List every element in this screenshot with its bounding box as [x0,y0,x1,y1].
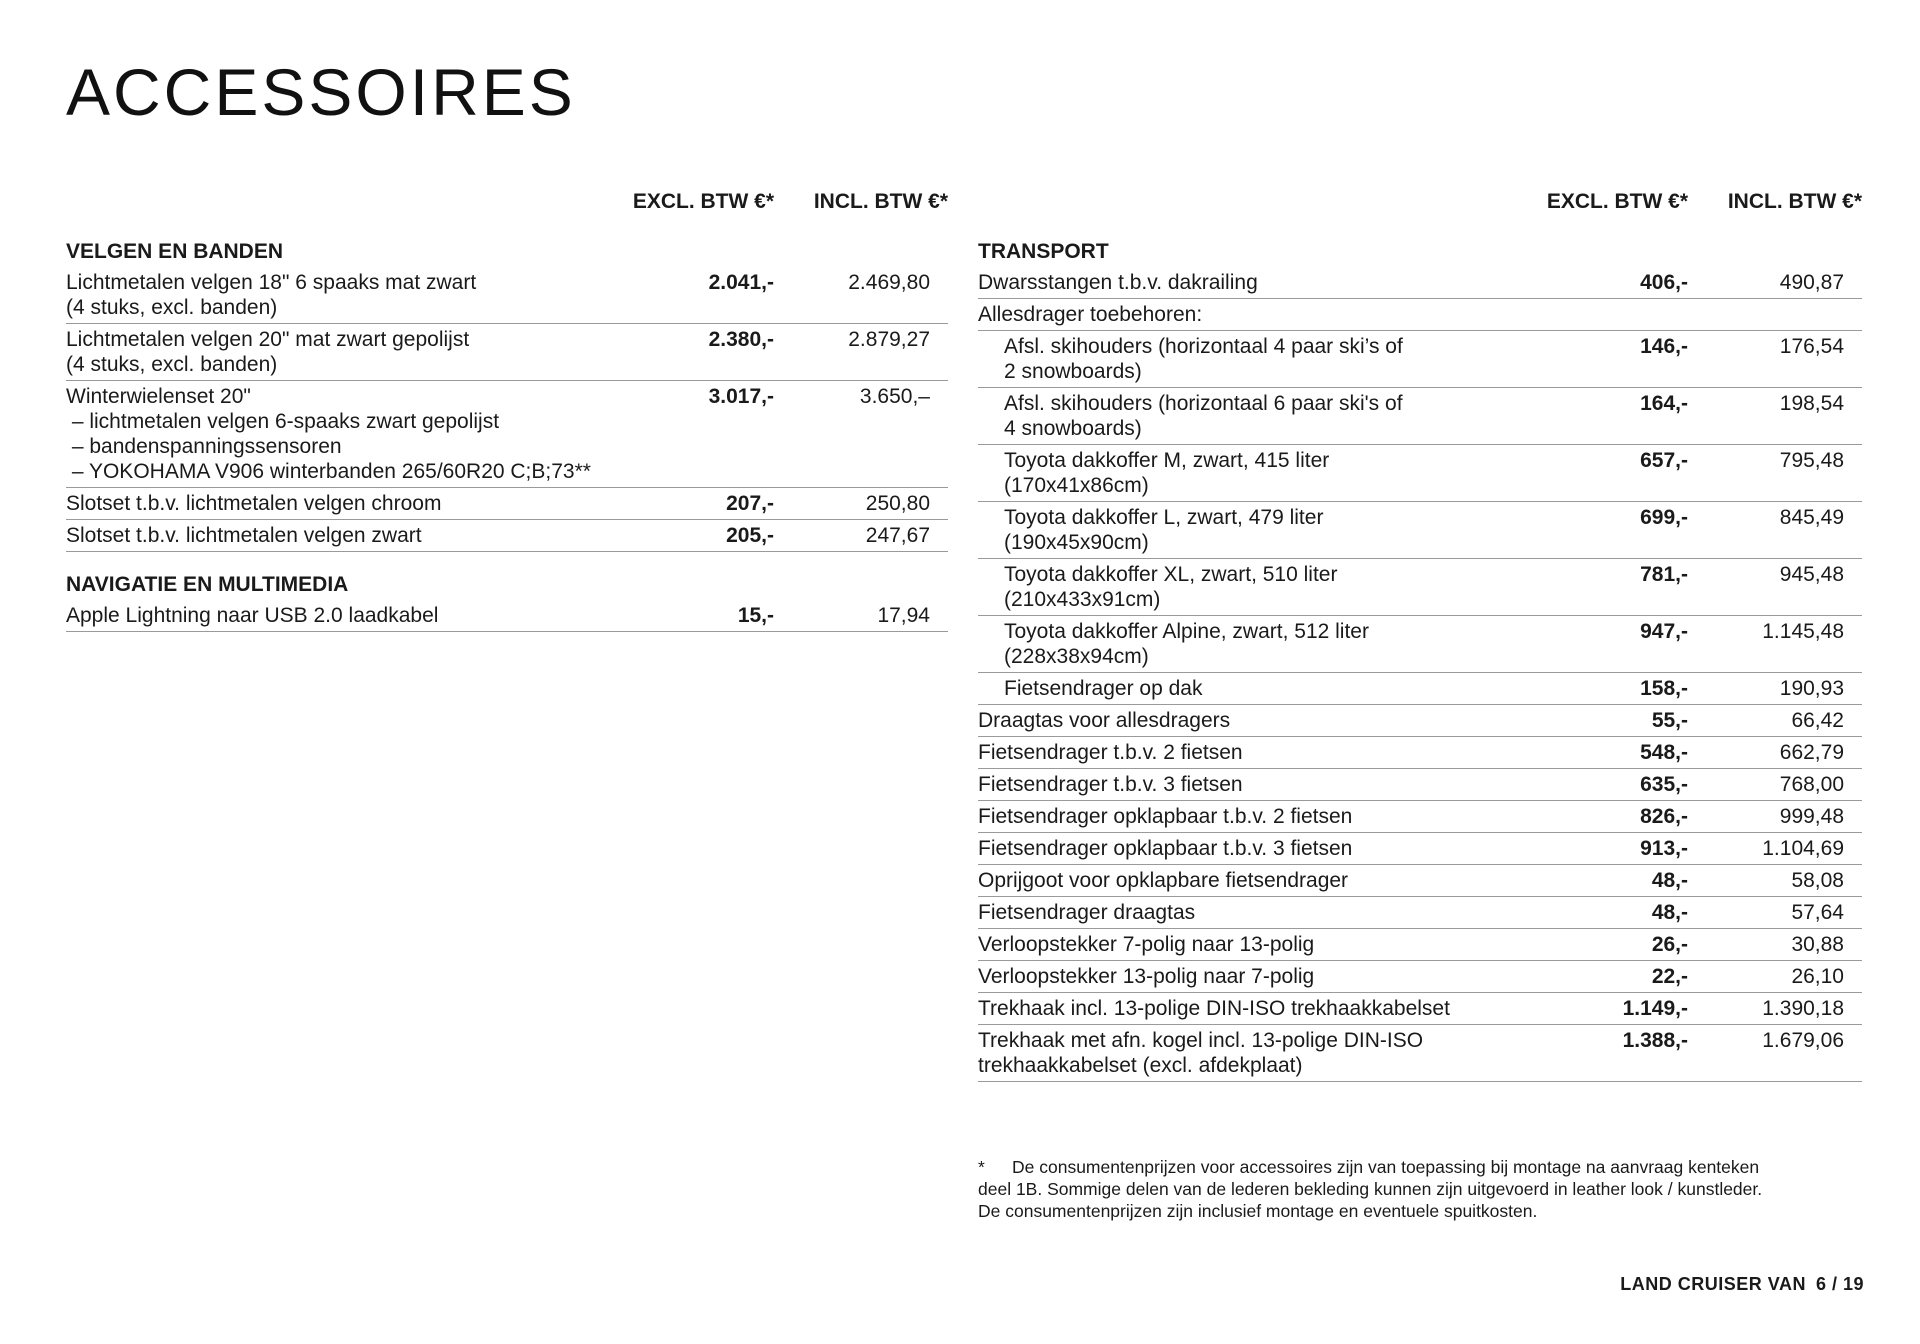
item-description [66,523,634,548]
price-excl-btw: 548,- [1640,741,1688,764]
description-line: – lichtmetalen velgen 6-spaaks zwart gepolijst [66,410,500,433]
left-price-column [66,185,948,632]
price-excl-btw: 15,- [737,604,774,627]
price-excl-btw: 913,- [1640,837,1688,860]
price-excl-btw: 635,- [1640,773,1688,796]
price-incl-btw: 490,87 [1779,271,1844,294]
right-column-header [978,185,1862,235]
incl-btw-header: INCL. BTW €* [1727,190,1862,213]
price-row [978,993,1862,1025]
section-title: TRANSPORT [978,240,1109,263]
price-row [66,488,948,520]
description-line: Lichtmetalen velgen 18" 6 spaaks mat zwart [66,271,477,294]
section-title: NAVIGATIE EN MULTIMEDIA [66,573,349,596]
left-sections [66,235,948,632]
description-line: Fietsendrager opklapbaar t.b.v. 2 fietsen [978,805,1353,828]
description-line: (210x433x91cm) [1004,588,1161,611]
price-incl-btw: 247,67 [865,524,930,547]
description-line: Lichtmetalen velgen 20" mat zwart gepolijst [66,328,470,351]
description-line: 4 snowboards) [1004,417,1142,440]
item-description [978,996,1548,1021]
price-incl-btw: 1.679,06 [1762,1029,1844,1052]
footnote-line: De consumentenprijzen zijn inclusief montage en eventuele spuitkosten. [978,1201,1538,1221]
price-excl-btw: 657,- [1640,449,1688,472]
item-description [66,491,634,516]
description-line: Fietsendrager opklapbaar t.b.v. 3 fietsen [978,837,1353,860]
price-row [978,267,1862,299]
description-line: Trekhaak met afn. kogel incl. 13-polige DIN-ISO [978,1029,1424,1052]
description-line: Apple Lightning naar USB 2.0 laadkabel [66,604,439,627]
price-row [978,502,1862,559]
price-row [978,705,1862,737]
item-description [978,740,1548,765]
price-row [978,961,1862,993]
item-description [978,562,1548,612]
price-incl-btw: 2.469,80 [848,271,930,294]
description-line: Toyota dakkoffer L, zwart, 479 liter [1004,506,1324,529]
footnote [978,1156,1862,1222]
price-excl-btw: 406,- [1640,271,1688,294]
left-column-header [66,185,948,235]
price-row [978,616,1862,673]
description-line: 2 snowboards) [1004,360,1142,383]
price-excl-btw: 48,- [1651,869,1688,892]
item-description [978,708,1548,733]
price-row [66,381,948,488]
page-number: 6 / 19 [1815,1274,1864,1294]
right-price-column [978,185,1862,1082]
price-excl-btw: 22,- [1651,965,1688,988]
price-excl-btw: 781,- [1640,563,1688,586]
description-line: (228x38x94cm) [1004,645,1149,668]
item-description [978,900,1548,925]
price-excl-btw: 2.041,- [708,271,774,294]
price-excl-btw: 2.380,- [708,328,774,351]
price-excl-btw: 158,- [1640,677,1688,700]
description-line: (4 stuks, excl. banden) [66,353,278,376]
item-description [978,270,1548,295]
footnote-line: deel 1B. Sommige delen van de lederen bekleding kunnen zijn uitgevoerd in leather look / kunstleder. [978,1179,1763,1199]
item-description [66,603,634,628]
description-line: Toyota dakkoffer M, zwart, 415 liter [1004,449,1330,472]
section-title: VELGEN EN BANDEN [66,240,284,263]
price-excl-btw: 48,- [1651,901,1688,924]
price-excl-btw: 55,- [1651,709,1688,732]
price-row [978,1025,1862,1082]
description-line: Toyota dakkoffer Alpine, zwart, 512 liter [1004,620,1369,643]
description-line: Dwarsstangen t.b.v. dakrailing [978,271,1258,294]
price-incl-btw: 190,93 [1779,677,1844,700]
price-incl-btw: 17,94 [877,604,930,627]
item-description [978,676,1548,701]
price-row [978,388,1862,445]
price-incl-btw: 3.650,– [859,385,930,408]
price-row [978,865,1862,897]
price-incl-btw: 999,48 [1779,805,1844,828]
item-description [978,932,1548,957]
item-description [978,505,1548,555]
description-line: Afsl. skihouders (horizontaal 6 paar ski's of [1004,392,1403,415]
description-line: Afsl. skihouders (horizontaal 4 paar ski’s of [1004,335,1403,358]
price-incl-btw: 250,80 [865,492,930,515]
description-line: Oprijgoot voor opklapbare fietsendrager [978,869,1349,892]
item-description [978,391,1548,441]
price-excl-btw: 205,- [726,524,774,547]
price-row [978,929,1862,961]
price-row [978,445,1862,502]
description-line: Winterwielenset 20" [66,385,251,408]
price-row [978,299,1862,331]
description-line: (170x41x86cm) [1004,474,1149,497]
description-line: Trekhaak incl. 13-polige DIN-ISO trekhaakkabelset [978,997,1450,1020]
page-title: ACCESSOIRES [66,55,576,129]
item-description [66,270,634,320]
price-excl-btw: 826,- [1640,805,1688,828]
item-description [978,1028,1548,1078]
item-description [978,448,1548,498]
item-description [978,772,1548,797]
excl-btw-header: EXCL. BTW €* [1546,190,1688,213]
description-line: trekhaakkabelset (excl. afdekplaat) [978,1054,1303,1077]
description-line: Slotset t.b.v. lichtmetalen velgen zwart [66,524,422,547]
price-incl-btw: 945,48 [1779,563,1844,586]
description-line: Fietsendrager draagtas [978,901,1196,924]
item-description [978,964,1548,989]
item-description [978,836,1548,861]
price-row [978,331,1862,388]
description-line: – bandenspanningssensoren [66,435,342,458]
price-row [66,520,948,552]
price-incl-btw: 58,08 [1791,869,1844,892]
price-incl-btw: 662,79 [1779,741,1844,764]
price-excl-btw: 26,- [1651,933,1688,956]
price-incl-btw: 66,42 [1791,709,1844,732]
item-description [66,327,634,377]
price-row [66,267,948,324]
price-row [66,600,948,632]
price-incl-btw: 795,48 [1779,449,1844,472]
price-incl-btw: 1.390,18 [1762,997,1844,1020]
description-line: Draagtas voor allesdragers [978,709,1231,732]
description-line: – YOKOHAMA V906 winterbanden 265/60R20 C;B;73** [66,460,591,483]
price-incl-btw: 2.879,27 [848,328,930,351]
right-sections [978,235,1862,1082]
price-row [978,737,1862,769]
footer-model-name: LAND CRUISER VAN [1620,1274,1806,1294]
price-excl-btw: 699,- [1640,506,1688,529]
description-line: Toyota dakkoffer XL, zwart, 510 liter [1004,563,1338,586]
price-row [978,801,1862,833]
price-row [978,673,1862,705]
price-row [978,769,1862,801]
item-description [978,334,1548,384]
price-excl-btw: 947,- [1640,620,1688,643]
footnote-marker: * [978,1157,985,1177]
description-line: Fietsendrager t.b.v. 3 fietsen [978,773,1243,796]
description-line: Slotset t.b.v. lichtmetalen velgen chroom [66,492,442,515]
price-excl-btw: 207,- [726,492,774,515]
description-line: Fietsendrager t.b.v. 2 fietsen [978,741,1243,764]
price-row [978,559,1862,616]
price-incl-btw: 30,88 [1791,933,1844,956]
footnote-line: De consumentenprijzen voor accessoires zijn van toepassing bij montage na aanvraag kenteken [1012,1157,1760,1177]
price-incl-btw: 845,49 [1779,506,1844,529]
item-description [978,868,1548,893]
description-line: Verloopstekker 7-polig naar 13-polig [978,933,1315,956]
description-line: Verloopstekker 13-polig naar 7-polig [978,965,1315,988]
price-incl-btw: 1.104,69 [1762,837,1844,860]
item-description [978,804,1548,829]
price-row [978,833,1862,865]
price-row [978,897,1862,929]
price-incl-btw: 57,64 [1791,901,1844,924]
price-incl-btw: 198,54 [1779,392,1844,415]
price-excl-btw: 1.388,- [1622,1029,1688,1052]
page-footer [1620,1274,1864,1295]
item-description [978,619,1548,669]
description-line: (190x45x90cm) [1004,531,1149,554]
price-incl-btw: 768,00 [1779,773,1844,796]
excl-btw-header: EXCL. BTW €* [632,190,774,213]
price-incl-btw: 176,54 [1779,335,1844,358]
price-incl-btw: 1.145,48 [1762,620,1844,643]
price-excl-btw: 3.017,- [708,385,774,408]
incl-btw-header: INCL. BTW €* [813,190,948,213]
price-row [66,324,948,381]
price-incl-btw: 26,10 [1791,965,1844,988]
price-excl-btw: 146,- [1640,335,1688,358]
item-description [66,384,634,484]
description-line: Fietsendrager op dak [1004,677,1203,700]
item-description [978,302,1548,327]
price-excl-btw: 1.149,- [1622,997,1688,1020]
description-line: Allesdrager toebehoren: [978,303,1203,326]
price-excl-btw: 164,- [1640,392,1688,415]
description-line: (4 stuks, excl. banden) [66,296,278,319]
